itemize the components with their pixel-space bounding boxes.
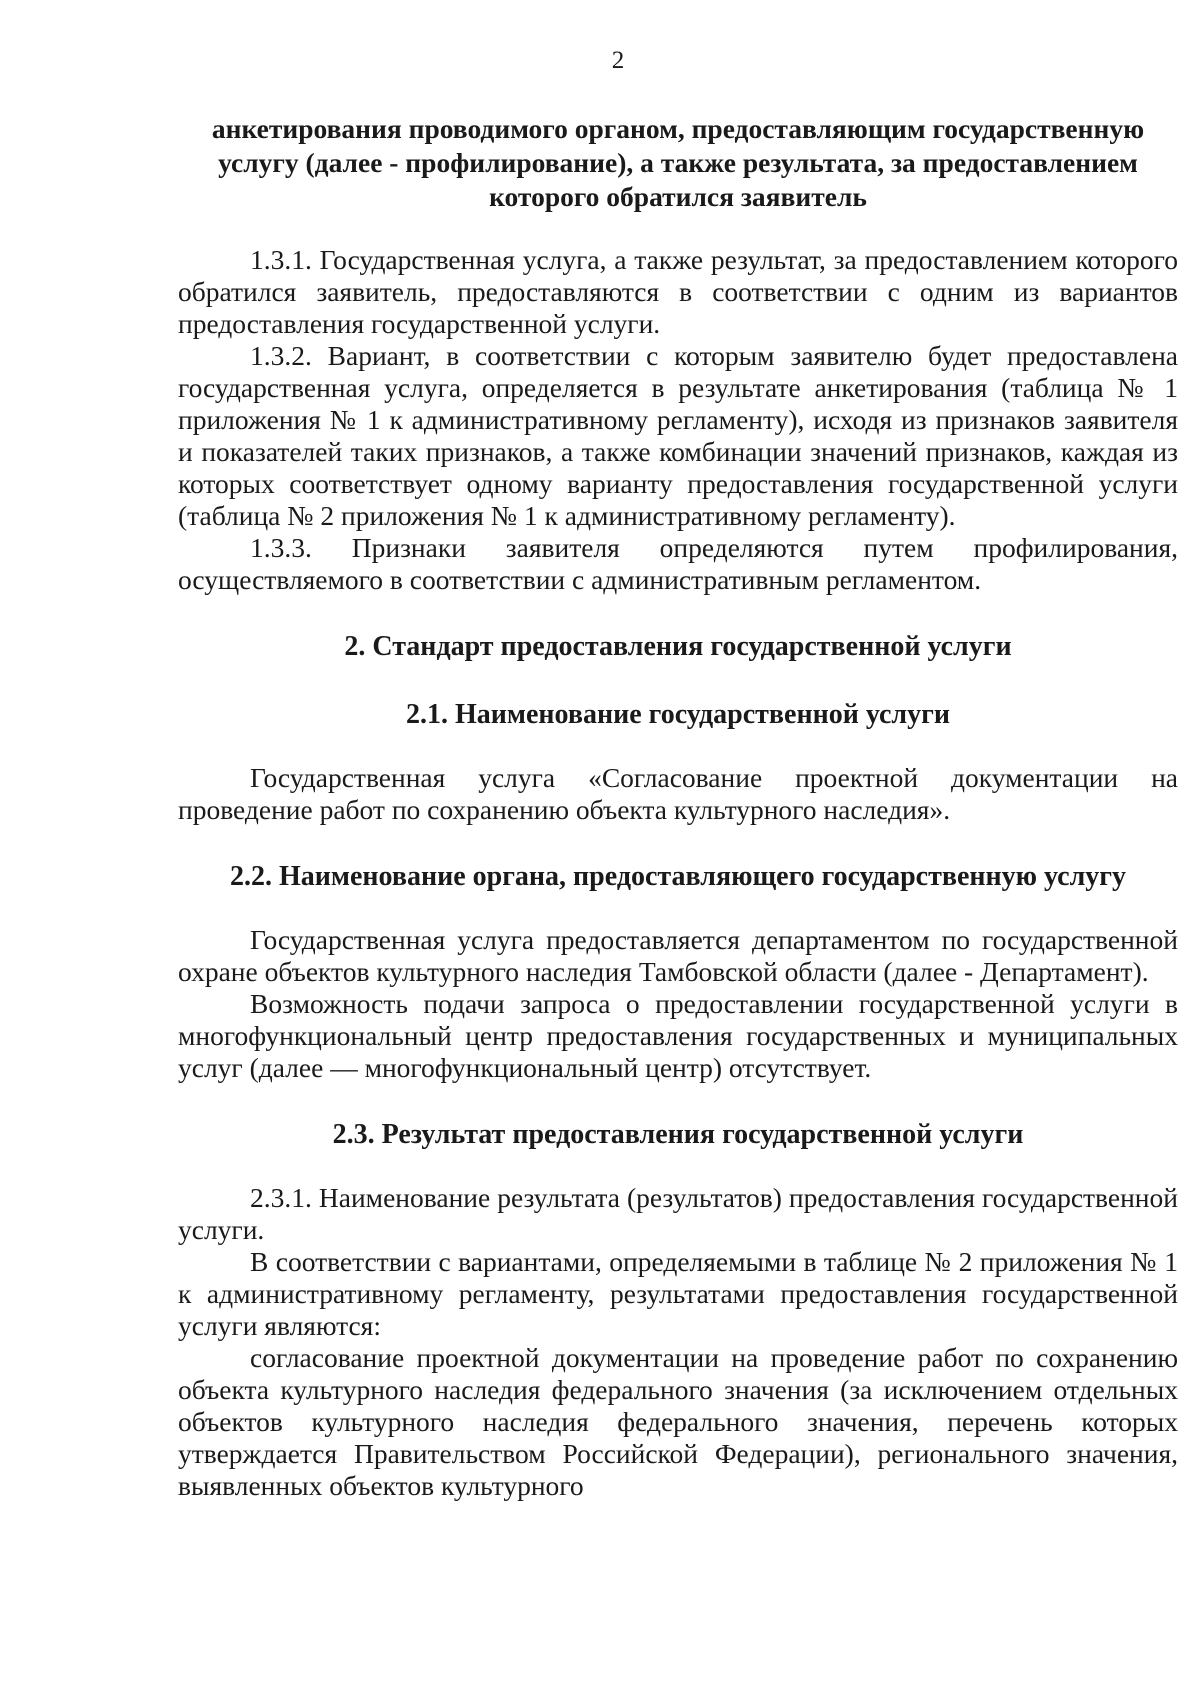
section-2-2-heading: 2.2. Наименование органа, предоставляющего государственную услугу — [229, 861, 1127, 892]
section-2-3-paragraph-3: согласование проектной документации на проведение работ по сохранению объекта культурного наследия федерального значения (за исключением отдельных объектов культурного наследия федерального значения, перечень которых утверждается Правительством Российской Федерации), регионального значения, выявленных объектов культурного — [178, 1342, 1178, 1501]
page-content — [178, 112, 1178, 1502]
paragraph-1-3-2: 1.3.2. Вариант, в соответствии с которым заявителю будет предоставлена государственная услуга, определяется в результате анкетирования (таблица № 1 приложения № 1 к административному регламенту), исходя из признаков заявителя и показателей таких признаков, а также комбинации значений признаков, каждая из которых соответствует одному варианту предоставления государственной услуги (таблица № 2 приложения № 1 к административному регламенту). — [178, 340, 1178, 531]
paragraph-1-3-3: 1.3.3. Признаки заявителя определяются путем профилирования, осуществляемого в соответствии с административным регламентом. — [178, 532, 1178, 595]
section-2-3-paragraph-1: 2.3.1. Наименование результата (результатов) предоставления государственной услуги. — [178, 1182, 1178, 1245]
section-2-2-paragraph-2: Возможность подачи запроса о предоставлении государственной услуги в многофункциональный центр предоставления государственных и муниципальных услуг (далее — многофункциональный центр) отсутствует. — [178, 988, 1178, 1083]
section-2-2-paragraph-1: Государственная услуга предоставляется департаментом по государственной охране объектов культурного наследия Тамбовской области (далее - Департамент). — [178, 924, 1178, 987]
section-2-heading: 2. Стандарт предоставления государственной услуги — [344, 631, 1012, 662]
section-2-1-paragraph: Государственная услуга «Согласование проектной документации на проведение работ по сохранению объекта культурного наследия». — [178, 762, 1178, 825]
intro-heading: анкетирования проводимого органом, предоставляющим государственную услугу (далее - профилирование), а также результата, за предоставлением которого обратился заявитель — [211, 113, 1145, 212]
section-2-1-heading: 2.1. Наименование государственной услуги — [406, 699, 950, 730]
section-2-3-heading: 2.3. Результат предоставления государственной услуги — [332, 1119, 1024, 1150]
section-2-3-paragraph-2: В соответствии с вариантами, определяемыми в таблице № 2 приложения № 1 к административному регламенту, результатами предоставления государственной услуги являются: — [178, 1246, 1178, 1341]
paragraph-1-3-1: 1.3.1. Государственная услуга, а также результат, за предоставлением которого обратился заявитель, предоставляются в соответствии с одним из вариантов предоставления государственной услуги. — [178, 244, 1178, 339]
page-number: 2 — [611, 47, 625, 74]
